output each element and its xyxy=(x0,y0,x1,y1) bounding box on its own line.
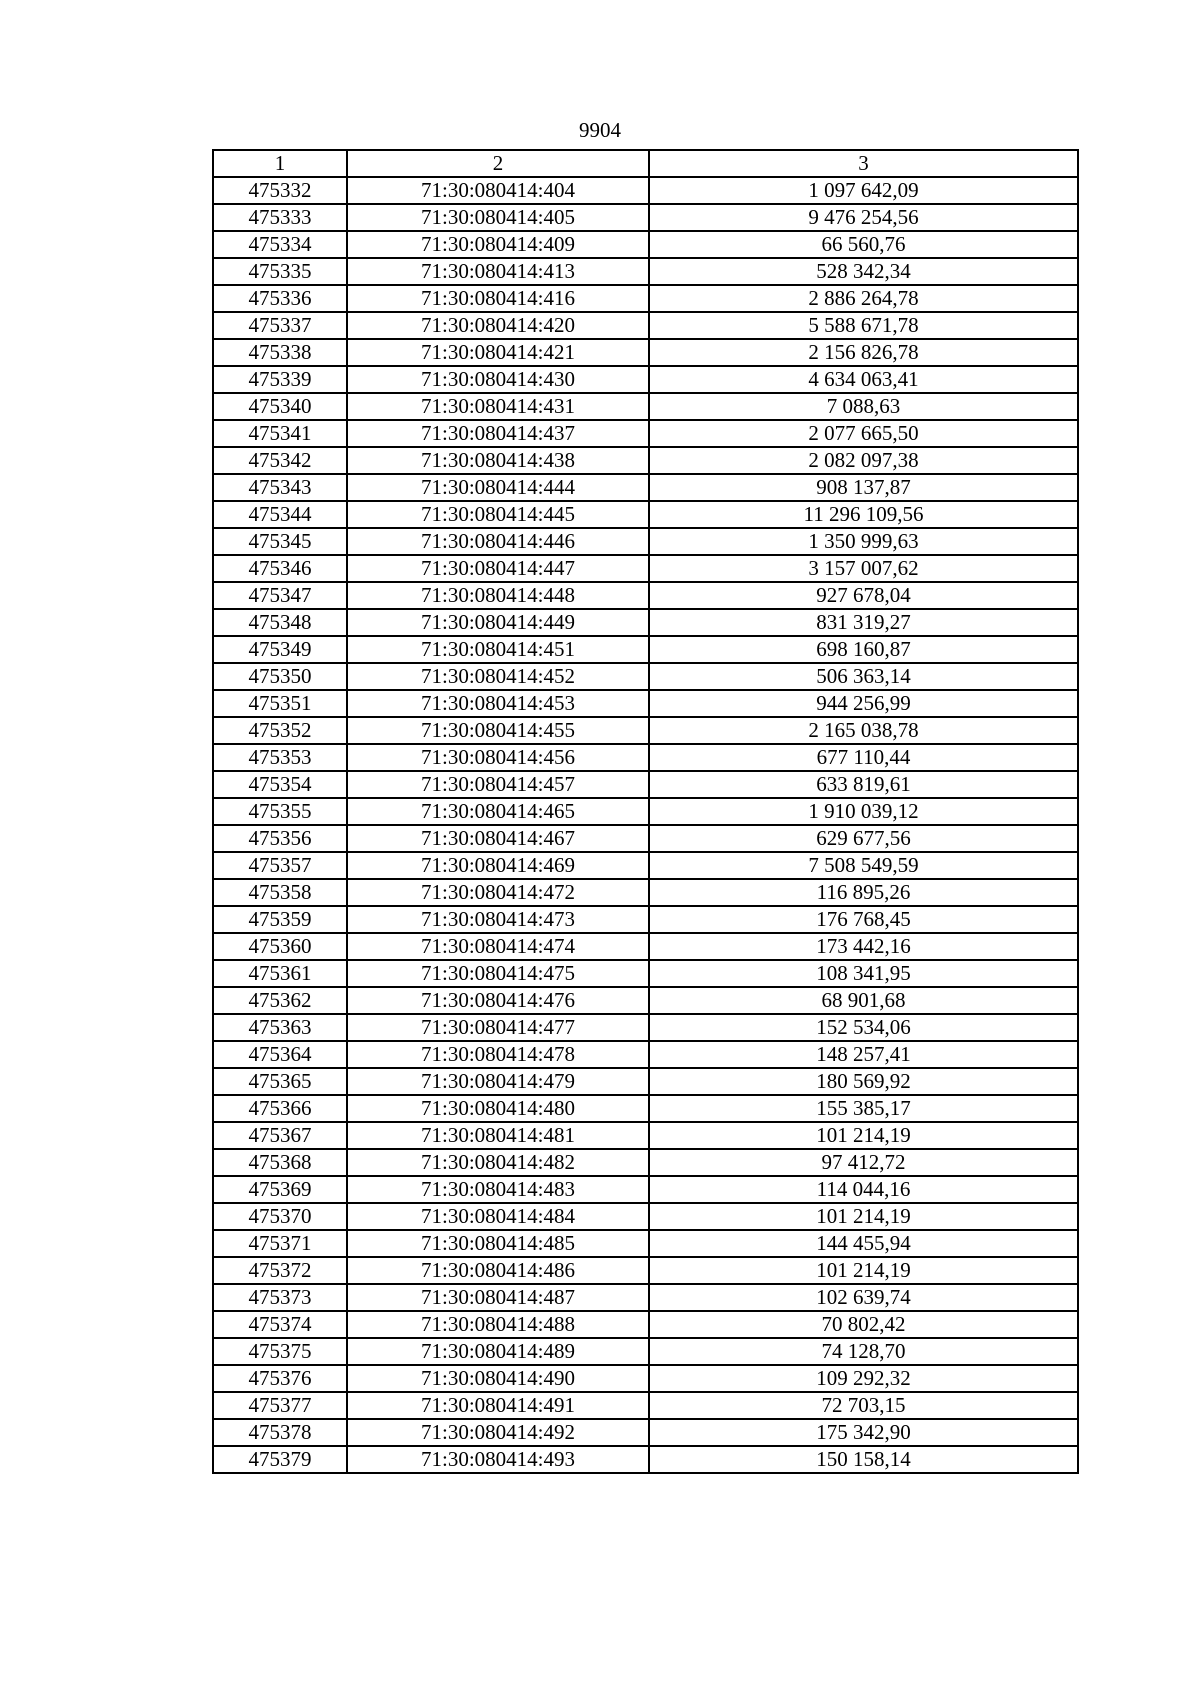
header-col-1: 1 xyxy=(213,150,347,177)
cell-number: 475378 xyxy=(213,1419,347,1446)
cell-value: 2 165 038,78 xyxy=(649,717,1078,744)
cell-cadastral-number: 71:30:080414:489 xyxy=(347,1338,649,1365)
cell-cadastral-number: 71:30:080414:487 xyxy=(347,1284,649,1311)
cell-value: 101 214,19 xyxy=(649,1257,1078,1284)
table-row xyxy=(213,1419,1078,1446)
cell-value: 180 569,92 xyxy=(649,1068,1078,1095)
cell-value: 1 910 039,12 xyxy=(649,798,1078,825)
header-col-2: 2 xyxy=(347,150,649,177)
cell-number: 475377 xyxy=(213,1392,347,1419)
cell-value: 9 476 254,56 xyxy=(649,204,1078,231)
table-row xyxy=(213,717,1078,744)
table-row xyxy=(213,933,1078,960)
cell-value: 102 639,74 xyxy=(649,1284,1078,1311)
cell-value: 5 588 671,78 xyxy=(649,312,1078,339)
cell-value: 101 214,19 xyxy=(649,1203,1078,1230)
table-row xyxy=(213,366,1078,393)
table-row xyxy=(213,609,1078,636)
table-row xyxy=(213,987,1078,1014)
cell-value: 176 768,45 xyxy=(649,906,1078,933)
cell-number: 475334 xyxy=(213,231,347,258)
cell-cadastral-number: 71:30:080414:476 xyxy=(347,987,649,1014)
cell-cadastral-number: 71:30:080414:477 xyxy=(347,1014,649,1041)
cell-number: 475358 xyxy=(213,879,347,906)
header-row xyxy=(213,150,1078,177)
cell-value: 66 560,76 xyxy=(649,231,1078,258)
table-row xyxy=(213,1365,1078,1392)
table-row xyxy=(213,1095,1078,1122)
cell-number: 475341 xyxy=(213,420,347,447)
table-row xyxy=(213,825,1078,852)
cell-number: 475365 xyxy=(213,1068,347,1095)
cell-cadastral-number: 71:30:080414:413 xyxy=(347,258,649,285)
cell-number: 475351 xyxy=(213,690,347,717)
cell-cadastral-number: 71:30:080414:437 xyxy=(347,420,649,447)
cell-number: 475354 xyxy=(213,771,347,798)
cell-number: 475357 xyxy=(213,852,347,879)
table-row xyxy=(213,258,1078,285)
cell-value: 68 901,68 xyxy=(649,987,1078,1014)
cell-cadastral-number: 71:30:080414:452 xyxy=(347,663,649,690)
table-row xyxy=(213,474,1078,501)
cell-cadastral-number: 71:30:080414:492 xyxy=(347,1419,649,1446)
table-row xyxy=(213,1014,1078,1041)
cell-cadastral-number: 71:30:080414:446 xyxy=(347,528,649,555)
registry-table xyxy=(212,149,1079,1474)
cell-number: 475379 xyxy=(213,1446,347,1473)
cell-value: 101 214,19 xyxy=(649,1122,1078,1149)
cell-number: 475367 xyxy=(213,1122,347,1149)
cell-value: 831 319,27 xyxy=(649,609,1078,636)
cell-number: 475371 xyxy=(213,1230,347,1257)
cell-value: 528 342,34 xyxy=(649,258,1078,285)
cell-cadastral-number: 71:30:080414:488 xyxy=(347,1311,649,1338)
cell-value: 144 455,94 xyxy=(649,1230,1078,1257)
table-row xyxy=(213,690,1078,717)
cell-value: 173 442,16 xyxy=(649,933,1078,960)
cell-number: 475342 xyxy=(213,447,347,474)
cell-number: 475339 xyxy=(213,366,347,393)
table-row xyxy=(213,771,1078,798)
table-row xyxy=(213,744,1078,771)
cell-cadastral-number: 71:30:080414:448 xyxy=(347,582,649,609)
cell-cadastral-number: 71:30:080414:465 xyxy=(347,798,649,825)
cell-number: 475369 xyxy=(213,1176,347,1203)
cell-value: 175 342,90 xyxy=(649,1419,1078,1446)
table-row xyxy=(213,555,1078,582)
cell-cadastral-number: 71:30:080414:438 xyxy=(347,447,649,474)
cell-value: 114 044,16 xyxy=(649,1176,1078,1203)
cell-number: 475372 xyxy=(213,1257,347,1284)
cell-number: 475375 xyxy=(213,1338,347,1365)
cell-number: 475376 xyxy=(213,1365,347,1392)
header-col-3: 3 xyxy=(649,150,1078,177)
cell-number: 475347 xyxy=(213,582,347,609)
cell-number: 475344 xyxy=(213,501,347,528)
cell-cadastral-number: 71:30:080414:485 xyxy=(347,1230,649,1257)
cell-value: 2 886 264,78 xyxy=(649,285,1078,312)
cell-number: 475345 xyxy=(213,528,347,555)
cell-number: 475335 xyxy=(213,258,347,285)
cell-cadastral-number: 71:30:080414:469 xyxy=(347,852,649,879)
cell-number: 475362 xyxy=(213,987,347,1014)
cell-cadastral-number: 71:30:080414:456 xyxy=(347,744,649,771)
cell-value: 1 350 999,63 xyxy=(649,528,1078,555)
cell-cadastral-number: 71:30:080414:455 xyxy=(347,717,649,744)
cell-number: 475336 xyxy=(213,285,347,312)
cell-number: 475366 xyxy=(213,1095,347,1122)
cell-value: 908 137,87 xyxy=(649,474,1078,501)
cell-number: 475337 xyxy=(213,312,347,339)
cell-value: 116 895,26 xyxy=(649,879,1078,906)
cell-cadastral-number: 71:30:080414:416 xyxy=(347,285,649,312)
table-row xyxy=(213,1068,1078,1095)
cell-value: 2 082 097,38 xyxy=(649,447,1078,474)
cell-value: 629 677,56 xyxy=(649,825,1078,852)
cell-cadastral-number: 71:30:080414:486 xyxy=(347,1257,649,1284)
cell-value: 155 385,17 xyxy=(649,1095,1078,1122)
table-row xyxy=(213,1041,1078,1068)
table-row xyxy=(213,879,1078,906)
cell-value: 148 257,41 xyxy=(649,1041,1078,1068)
page-number-text: 9904 xyxy=(579,118,621,142)
cell-number: 475360 xyxy=(213,933,347,960)
table-row xyxy=(213,582,1078,609)
cell-cadastral-number: 71:30:080414:475 xyxy=(347,960,649,987)
cell-number: 475343 xyxy=(213,474,347,501)
cell-cadastral-number: 71:30:080414:431 xyxy=(347,393,649,420)
cell-cadastral-number: 71:30:080414:490 xyxy=(347,1365,649,1392)
table-row xyxy=(213,231,1078,258)
cell-number: 475363 xyxy=(213,1014,347,1041)
table-row xyxy=(213,1203,1078,1230)
table-row xyxy=(213,177,1078,204)
cell-cadastral-number: 71:30:080414:449 xyxy=(347,609,649,636)
cell-value: 152 534,06 xyxy=(649,1014,1078,1041)
cell-number: 475338 xyxy=(213,339,347,366)
cell-cadastral-number: 71:30:080414:472 xyxy=(347,879,649,906)
table-row xyxy=(213,1122,1078,1149)
table-row xyxy=(213,1257,1078,1284)
cell-value: 70 802,42 xyxy=(649,1311,1078,1338)
cell-number: 475355 xyxy=(213,798,347,825)
cell-value: 944 256,99 xyxy=(649,690,1078,717)
cell-number: 475373 xyxy=(213,1284,347,1311)
cell-value: 4 634 063,41 xyxy=(649,366,1078,393)
cell-value: 74 128,70 xyxy=(649,1338,1078,1365)
cell-number: 475349 xyxy=(213,636,347,663)
cell-cadastral-number: 71:30:080414:451 xyxy=(347,636,649,663)
cell-number: 475370 xyxy=(213,1203,347,1230)
cell-value: 7 508 549,59 xyxy=(649,852,1078,879)
cell-cadastral-number: 71:30:080414:467 xyxy=(347,825,649,852)
cell-value: 2 077 665,50 xyxy=(649,420,1078,447)
cell-number: 475356 xyxy=(213,825,347,852)
cell-value: 97 412,72 xyxy=(649,1149,1078,1176)
table-row xyxy=(213,636,1078,663)
cell-cadastral-number: 71:30:080414:409 xyxy=(347,231,649,258)
cell-value: 927 678,04 xyxy=(649,582,1078,609)
cell-cadastral-number: 71:30:080414:491 xyxy=(347,1392,649,1419)
table-row xyxy=(213,960,1078,987)
table-header xyxy=(213,150,1078,177)
cell-value: 698 160,87 xyxy=(649,636,1078,663)
cell-value: 108 341,95 xyxy=(649,960,1078,987)
table-row xyxy=(213,1176,1078,1203)
cell-value: 7 088,63 xyxy=(649,393,1078,420)
table-row xyxy=(213,420,1078,447)
cell-cadastral-number: 71:30:080414:483 xyxy=(347,1176,649,1203)
table-row xyxy=(213,501,1078,528)
cell-cadastral-number: 71:30:080414:479 xyxy=(347,1068,649,1095)
cell-cadastral-number: 71:30:080414:453 xyxy=(347,690,649,717)
table-row xyxy=(213,393,1078,420)
table-row xyxy=(213,906,1078,933)
table-row xyxy=(213,1338,1078,1365)
cell-cadastral-number: 71:30:080414:484 xyxy=(347,1203,649,1230)
cell-cadastral-number: 71:30:080414:482 xyxy=(347,1149,649,1176)
cell-number: 475361 xyxy=(213,960,347,987)
cell-cadastral-number: 71:30:080414:430 xyxy=(347,366,649,393)
cell-value: 11 296 109,56 xyxy=(649,501,1078,528)
cell-value: 1 097 642,09 xyxy=(649,177,1078,204)
cell-number: 475348 xyxy=(213,609,347,636)
cell-value: 2 156 826,78 xyxy=(649,339,1078,366)
table-row xyxy=(213,1284,1078,1311)
table-row xyxy=(213,1392,1078,1419)
table-row xyxy=(213,663,1078,690)
page-number xyxy=(0,118,1200,142)
cell-cadastral-number: 71:30:080414:473 xyxy=(347,906,649,933)
table-row xyxy=(213,1230,1078,1257)
cell-cadastral-number: 71:30:080414:404 xyxy=(347,177,649,204)
cell-value: 506 363,14 xyxy=(649,663,1078,690)
cell-cadastral-number: 71:30:080414:447 xyxy=(347,555,649,582)
cell-cadastral-number: 71:30:080414:480 xyxy=(347,1095,649,1122)
cell-cadastral-number: 71:30:080414:405 xyxy=(347,204,649,231)
cell-cadastral-number: 71:30:080414:457 xyxy=(347,771,649,798)
cell-number: 475353 xyxy=(213,744,347,771)
cell-number: 475364 xyxy=(213,1041,347,1068)
cell-number: 475368 xyxy=(213,1149,347,1176)
cell-number: 475352 xyxy=(213,717,347,744)
cell-cadastral-number: 71:30:080414:444 xyxy=(347,474,649,501)
cell-cadastral-number: 71:30:080414:445 xyxy=(347,501,649,528)
cell-number: 475340 xyxy=(213,393,347,420)
cell-value: 3 157 007,62 xyxy=(649,555,1078,582)
table-row xyxy=(213,339,1078,366)
table-row xyxy=(213,1446,1078,1473)
cell-cadastral-number: 71:30:080414:481 xyxy=(347,1122,649,1149)
cell-value: 109 292,32 xyxy=(649,1365,1078,1392)
cell-value: 633 819,61 xyxy=(649,771,1078,798)
table-row xyxy=(213,1149,1078,1176)
table-row xyxy=(213,447,1078,474)
table-row xyxy=(213,285,1078,312)
table-row xyxy=(213,1311,1078,1338)
cell-number: 475350 xyxy=(213,663,347,690)
table-row xyxy=(213,798,1078,825)
cell-number: 475359 xyxy=(213,906,347,933)
table-row xyxy=(213,852,1078,879)
table-row xyxy=(213,204,1078,231)
cell-number: 475374 xyxy=(213,1311,347,1338)
cell-value: 150 158,14 xyxy=(649,1446,1078,1473)
cell-cadastral-number: 71:30:080414:421 xyxy=(347,339,649,366)
table-body xyxy=(213,177,1078,1473)
cell-value: 72 703,15 xyxy=(649,1392,1078,1419)
cell-cadastral-number: 71:30:080414:420 xyxy=(347,312,649,339)
cell-cadastral-number: 71:30:080414:478 xyxy=(347,1041,649,1068)
cell-number: 475332 xyxy=(213,177,347,204)
table-row xyxy=(213,528,1078,555)
cell-cadastral-number: 71:30:080414:474 xyxy=(347,933,649,960)
table-row xyxy=(213,312,1078,339)
cell-cadastral-number: 71:30:080414:493 xyxy=(347,1446,649,1473)
cell-number: 475346 xyxy=(213,555,347,582)
cell-value: 677 110,44 xyxy=(649,744,1078,771)
cell-number: 475333 xyxy=(213,204,347,231)
